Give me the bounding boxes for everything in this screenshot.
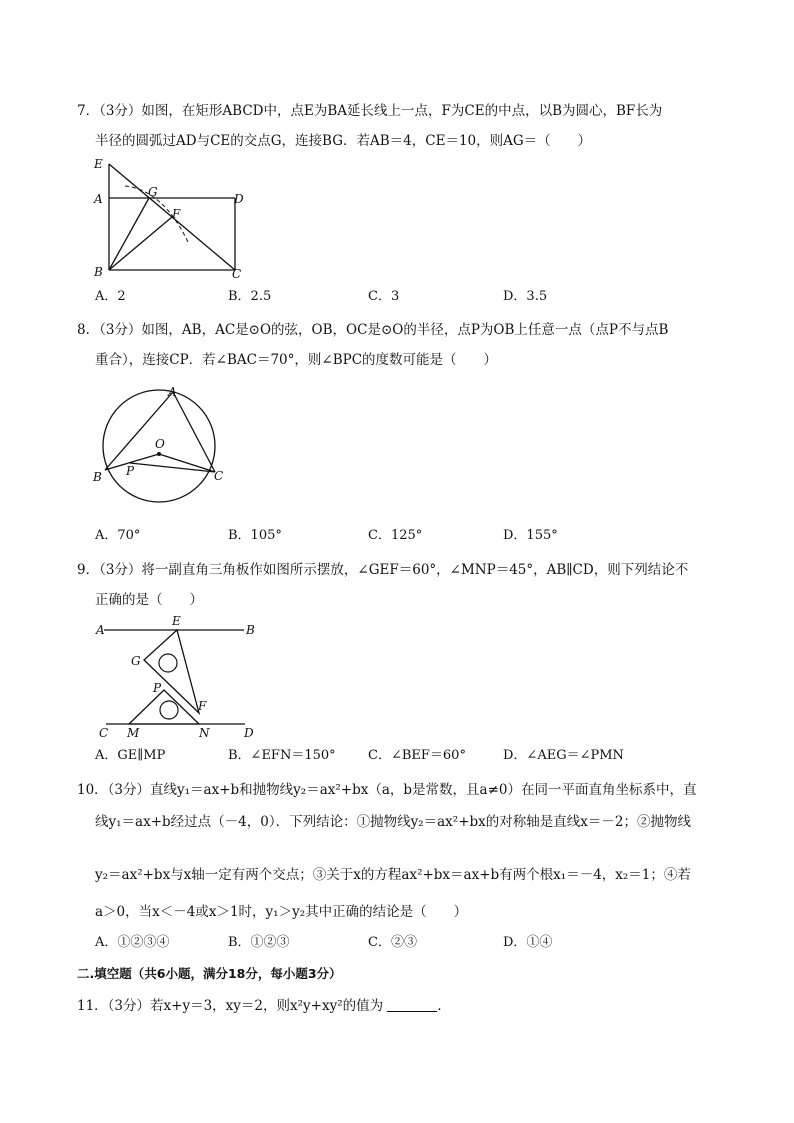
q7-label-c: C [232,267,242,281]
q10-option-c[interactable]: C．②③ [368,935,417,950]
q8-option-d[interactable]: D．155° [503,528,558,543]
q9-figure [92,613,267,741]
q11-end: ． [437,998,451,1014]
q9-option-c[interactable]: C．∠BEF＝60° [368,748,466,763]
q8-option-a[interactable]: A．70° [95,528,141,543]
q8-label-p: P [126,464,135,478]
q8-stem-line2: 重合），连接CP．若∠BAC＝70°，则∠BPC的度数可能是（ ） [95,352,498,368]
q7-option-c[interactable]: C．3 [368,289,400,304]
q7-stem-line1: 7．（3分）如图，在矩形ABCD中，点E为BA延长线上一点，F为CE的中点，以B为圆心，BF长为 [77,103,663,119]
q10-stem-line3: y₂＝ax²+bx与x轴一定有两个交点；③关于x的方程ax²+bx＝ax+b有两个根x₁＝－4，x₂＝1；④若 [95,867,691,883]
q9-label-p: P [153,681,162,695]
q8-label-o: O [155,437,165,451]
q9-label-f: F [198,699,207,713]
q11-text: 11．（3分）若x+y＝3，xy＝2，则x²y+xy²的值为 [77,998,384,1014]
q7-option-a[interactable]: A．2 [95,289,126,304]
q8-option-b[interactable]: B．105° [228,528,282,543]
q7-label-g: G [148,185,158,199]
q9-option-d[interactable]: D．∠AEG＝∠PMN [503,748,624,763]
q8-label-c: C [214,469,224,483]
q9-label-b: B [246,623,255,637]
q9-option-a[interactable]: A．GE∥MP [95,748,166,763]
q10-option-a[interactable]: A．①②③④ [95,935,170,950]
q7-label-e: E [94,157,103,171]
q8-stem-line1: 8．（3分）如图，AB，AC是⊙O的弦，OB，OC是⊙O的半径，点P为OB上任意一点（点P不与点B [77,322,669,338]
q9-label-e: E [172,614,181,628]
section-fill-in-heading: 二.填空题（共6小题，满分18分，每小题3分） [77,966,342,981]
q8-label-a: A [168,385,177,399]
q10-stem-line4: a＞0，当x＜－4或x＞1时，y₁＞y₂其中正确的结论是（ ） [95,904,468,920]
q9-label-d: D [244,726,254,740]
q9-option-b[interactable]: B．∠EFN＝150° [228,748,336,763]
q7-label-d: D [234,192,244,206]
q8-option-c[interactable]: C．125° [368,528,423,543]
q11-stem [77,996,451,1016]
q7-label-f: F [172,207,181,221]
q7-figure [88,152,258,280]
q7-label-b: B [94,265,103,279]
q7-stem-line2: 半径的圆弧过AD与CE的交点G，连接BG．若AB＝4，CE＝10，则AG＝（ ） [95,133,592,149]
q9-stem-line2: 正确的是（ ） [95,592,203,608]
q10-option-d[interactable]: D．①④ [503,935,553,950]
q8-label-b: B [93,470,102,484]
q9-stem-line1: 9．（3分）将一副直角三角板作如图所示摆放，∠GEF＝60°，∠MNP＝45°，AB∥CD，则下列结论不 [77,562,689,578]
q8-figure [90,380,240,495]
q9-label-g: G [131,654,141,668]
q7-label-a: A [94,192,103,206]
q9-label-m: M [127,726,140,740]
q10-stem-line2: 线y₁＝ax+b经过点（－4，0）．下列结论：①抛物线y₂＝ax²+bx的对称轴是直线x＝－2；②抛物线 [95,814,691,830]
q10-stem-line1: 10．（3分）直线y₁＝ax+b和抛物线y₂＝ax²+bx（a，b是常数，且a≠0）在同一平面直角坐标系中，直 [77,782,697,798]
q9-label-a: A [96,623,105,637]
q7-option-d[interactable]: D．3.5 [503,289,548,304]
q7-option-b[interactable]: B．2.5 [228,289,272,304]
q11-answer-blank[interactable] [387,997,437,1012]
q9-label-n: N [199,726,210,740]
q9-label-c: C [99,726,109,740]
q10-option-b[interactable]: B．①②③ [228,935,290,950]
